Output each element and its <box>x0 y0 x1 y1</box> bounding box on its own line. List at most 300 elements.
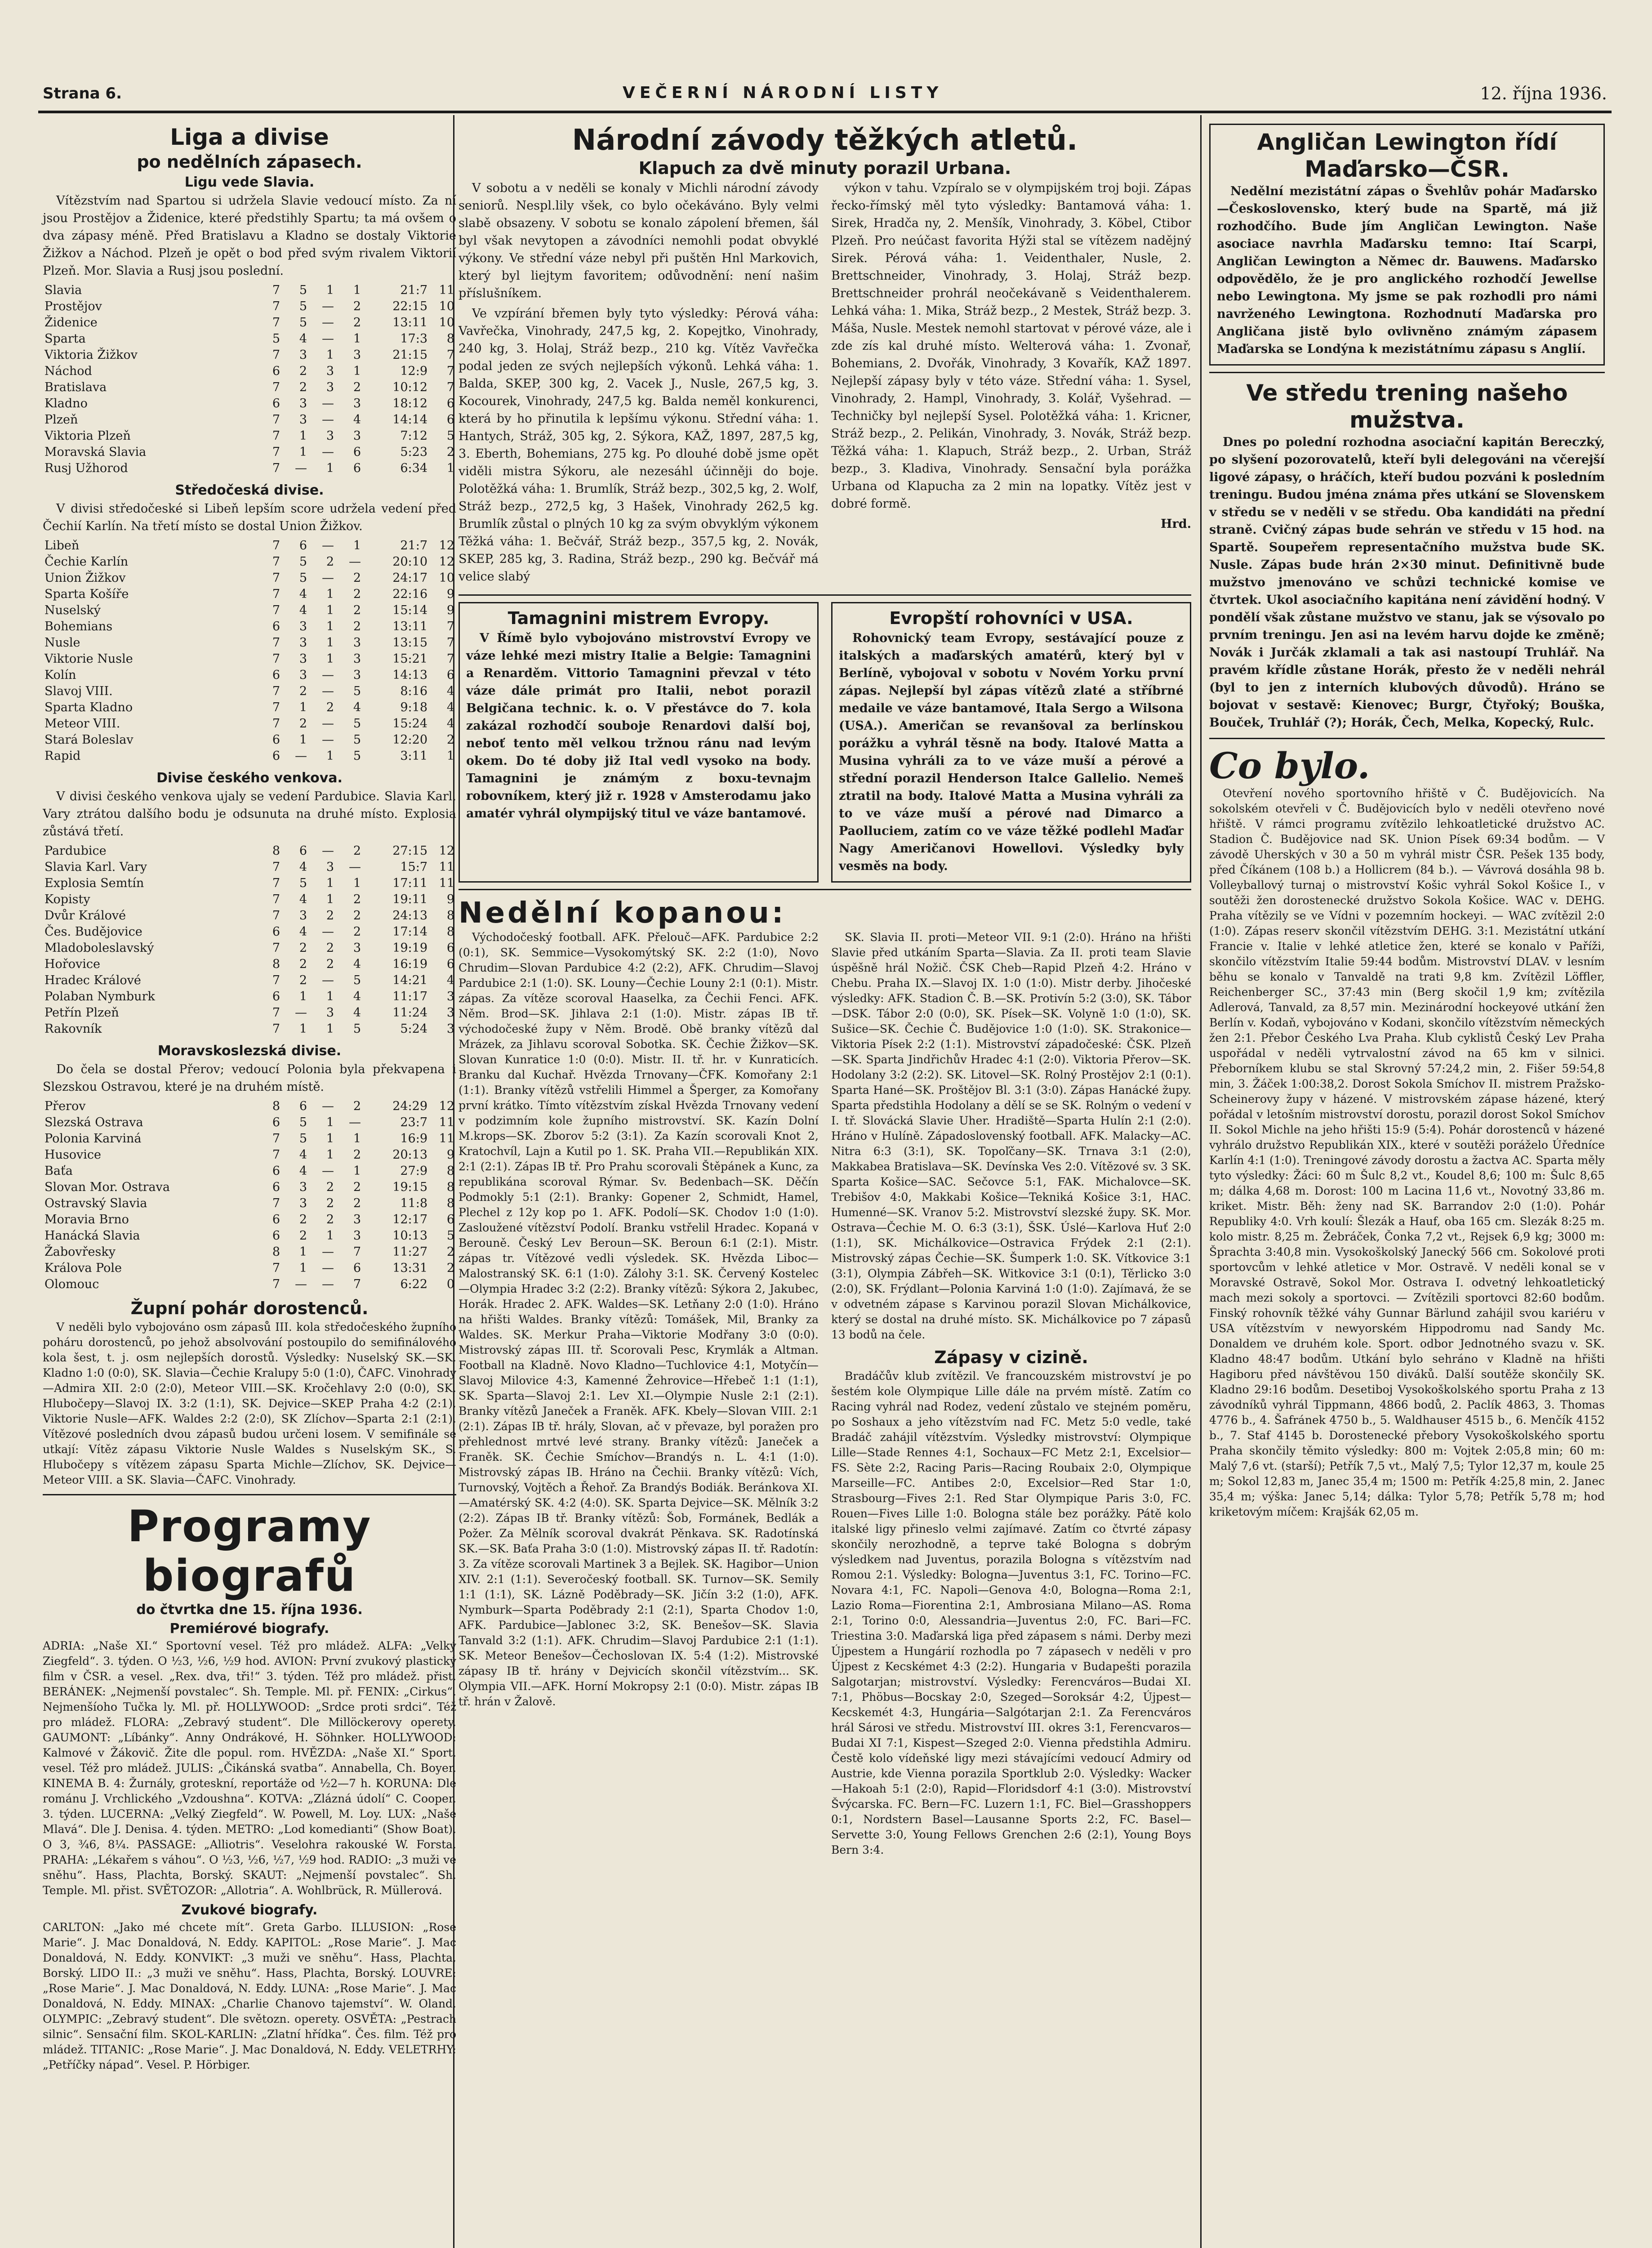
stat-cell: 5 <box>299 1132 307 1146</box>
stat-cell: 2 <box>353 299 361 313</box>
goal-score: 10:12 <box>392 380 427 394</box>
stat-cell: 7 <box>272 316 280 330</box>
goal-score: 11:24 <box>392 1006 427 1020</box>
stat-cell: — <box>295 461 307 475</box>
stat-cell: 5 <box>353 1022 361 1036</box>
stat-cell: 1 <box>299 445 307 459</box>
programy-date: do čtvrtka dne 15. října 1936. <box>136 1602 363 1618</box>
atleti-text-b: Ve vzpírání břemen byly tyto výsledky: Pérová váha: Vavřečka, Vinohrady, 247,5 kg, 2. Kopejtko, Vinohrady, 240 kg, 3. Holaj, Stráž bezp., 210 kg. Vítěz Vavřečka podal jeden ze svých nejlepších výkonů. Lehká váha: 1. Balda, SKEP, 300 kg, 2. Vacek J., Nusle, 267,5 kg, 3. Kocourek, Vinohrady, 247,5 kg. Balda neměl konkurenci, která by ho přinutila k lepšímu výkonu. Střední váha: 1. Hantych, Stráž, 305 kg, 2. Sýkora, KAŽ, 1897, 287,5 kg, 3. Eberth, Bohemians, 275 kg. Po dlouhé době jsme opět viděli mistra Sýkoru, ale nezesáhl účinněji do boje. Polotěžká váha: 1. Brumlík, Stráž bezp., 302,5 kg, 2. Wolf, Stráž bezp., 272,5 kg, 3 Hašek, Vinohrady 262,5 kg. Brumlík zůstal o plných 10 kg za svým obvyklým výkonem Těžká váha: 1. Bečvář, Stráž bezp., 357,5 kg, 2. Novák, SKEP, 285 kg, 3. Radina, Stráž bezp., 290 kg. Bečvář má velice slabý <box>459 307 819 584</box>
stat-cell: — <box>349 860 361 874</box>
ceska-table <box>43 843 456 1037</box>
stat-cell: — <box>322 1164 334 1178</box>
stat-cell: 6 <box>272 397 280 410</box>
stat-cell: — <box>322 539 334 553</box>
stat-cell: 6 <box>272 990 280 1004</box>
standings-row <box>43 412 456 428</box>
goal-score: 17:14 <box>392 925 427 939</box>
stat-cell: — <box>322 332 334 346</box>
stat-cell: 2 <box>326 909 334 923</box>
team-name: Stará Boleslav <box>45 733 134 747</box>
points: 10 <box>439 316 454 330</box>
stat-cell: 6 <box>299 1099 307 1113</box>
points: 2 <box>446 1261 454 1275</box>
stat-cell: 2 <box>326 700 334 714</box>
stat-cell: — <box>322 844 334 858</box>
stat-cell: 1 <box>353 539 361 553</box>
goal-score: 27:9 <box>400 1164 427 1178</box>
stat-cell: 7 <box>272 413 280 427</box>
zupni-text: V neděli bylo vybojováno osm zápasů III. kola středočeského župního poháru dorostenců, po jehož absolvování postoupilo do semifinálového kola šest, t. j. osm nejlepších dorostů. Výsledky: Nuselský SK.—SK. Kladno 1:0 (0:0), SK. Slavia—Čechie Kralupy 5:0 (1:0), ČAFC. Vinohrady—Admira XII. 2:0 (2:0), Meteor VIII.—SK. Kročehlavy 2:0 (0:0), SK. Hlubočepy—Slavoj IX. 3:2 (1:1), SK. Dejvice—SKEP Praha 4:2 (2:1), Viktorie Nusle—AFK. Waldes 2:2 (2:0), SK Zlíchov—Sparta 2:1 (2:1). Vítězové posledních dvou zápasů budou určeni losem. V semifinále se utkají: Vítěz zápasu Viktorie Nusle Waldes s Nuselským SK., S. Hlubočepy s vítězem zápasu Sparta Michle—Zlíchov, SK. Dejvice—Meteor VIII. a SK. Slavia—ČAFC. Vinohrady. <box>43 1320 456 1486</box>
goal-score: 20:10 <box>392 555 427 569</box>
standings-row <box>43 1115 456 1131</box>
stat-cell: 2 <box>299 717 307 731</box>
standings-row <box>43 908 456 924</box>
stat-cell: 1 <box>299 1022 307 1036</box>
atleti-text-a: V sobotu a v neděli se konaly v Michli národní závody seniorů. Nespl.lily všek, co bylo očekáváno. Byly velmi slabě obsazeny. V sobotu se konalo zápolení břemen, šál byl však nevytopen a závodníci nemohli podat obvyklé výkony. Ve střední váze nebyl při puštěn Hnl Markovich, který byl liejtym favoritem; odůvodnění: není našim příslušníkem. <box>459 181 819 300</box>
goal-score: 13:31 <box>392 1261 427 1275</box>
stat-cell: — <box>322 668 334 682</box>
goal-score: 13:11 <box>392 620 427 633</box>
stat-cell: — <box>295 1277 307 1291</box>
team-name: Hanácká Slavia <box>45 1229 140 1243</box>
points: 10 <box>439 571 454 585</box>
stat-cell: 7 <box>272 555 280 569</box>
stat-cell: 1 <box>326 1148 334 1162</box>
stat-cell: 1 <box>326 892 334 906</box>
stat-cell: 2 <box>353 380 361 394</box>
team-name: Bratislava <box>45 380 107 394</box>
stat-cell: 4 <box>299 587 307 601</box>
ciziny-text: Bradáčův klub zvítězil. Ve francouzském mistrovství je po šestém kole Olympique Lille dále na prvém místě. Zatím co Racing vyhrál nad Rodez, vedení zůstalo ve stejném poměru, po Soshaux a jeho vítězstvím nad FC. Metz 5:0 vedle, také Bradáč zahájil vítězstvím. Výsledky mistrovství: Olympique Lille—Stade Rennes 4:1, Sochaux—FC Metz 2:1, Excelsior—FS. Sète 2:2, Racing Paris—Racing Roubaix 2:0, Olympique Marseille—FC. Antibes 2:0, Excelsior—Red Star 1:0, Strasbourg—Fives 2:1. Red Star Olympique Paris 3:0, FC. Rouen—Fives Lille 1:0. Bologna stále bez porážky. Pátě kolo italské ligy přineslo velmi zajímavé. Zatím co čtvrté zápasy skončily nerozhodně, a teprve také Bologna s dobrým výsledkem nad Juventus, porazila Bologna s vítězstvím nad Romou 2:1. Výsledky: Bologna—Juventus 3:1, FC. Torino—FC. Novara 4:1, FC. Napoli—Genova 4:0, Bologna—Roma 2:1, Lazio Roma—Fiorentina 2:1, Ambrosiana Milano—AS. Roma 2:1, Torino 0:0, Alessandria—Juventus 2:0, FC. Bari—FC. Triestina 3:0. Maďarská liga před zápasem s námi. Derby mezi Újpestem a Hungárií rozhodla po 7 zápasech v neděli v pro Újpest z Kecskémet 4:3 (2:2). Hungaria v Budapešti porazila Salgotarjan; mistrovství. Výsledky: Ferencváros—Budai XI. 7:1, Phöbus—Bocskay 2:0, Szeged—Soroksár 4:2, Újpest—Kecskemét 4:3, Hungária—Salgótarjan 2:1. Za Ferencváros hrál Sárosi ve středu. Mistrovství III. okres 3:1, Ferencvaros—Budai XI 7:1, Kispest—Szeged 2:0. Vienna předstihla Admiru. Čestě kolo vídeňské ligy mezi stávajícími vedoucí Admiry od Austrie, kde Vienna porazila Sportklub 2:0. Výsledky: Wacker—Hakoah 5:1 (2:0), Rapid—Floridsdorf 4:1 (3:0). Mistrovství Švýcarska. FC. Bern—FC. Luzern 1:1, FC. Biel—Grasshoppers 0:1, Nordstern Basel—Lausanne Sports 2:2, FC. Basel—Servette 3:0, Young Fellows Grenchen 2:6 (2:1), Young Boys Bern 3:4. <box>831 1369 1191 1856</box>
morav-table <box>43 1098 456 1293</box>
standings-row <box>43 1021 456 1037</box>
goal-score: 3:11 <box>400 749 427 763</box>
stat-cell: 7 <box>272 1196 280 1210</box>
goal-score: 17:11 <box>392 876 427 890</box>
team-name: Žabovřesky <box>45 1245 116 1259</box>
stat-cell: 3 <box>353 397 361 410</box>
points: 8 <box>446 1164 454 1178</box>
team-name: Sparta Košíře <box>45 587 129 601</box>
standings-row <box>43 972 456 989</box>
team-name: Králova Pole <box>45 1261 122 1275</box>
stat-cell: 3 <box>326 429 334 443</box>
team-name: Petřín Plzeň <box>45 1006 119 1020</box>
stat-cell: 7 <box>272 700 280 714</box>
anglican-box <box>1209 124 1605 366</box>
team-name: Viktoria Žižkov <box>45 348 138 362</box>
stat-cell: 7 <box>272 892 280 906</box>
standings-row <box>43 924 456 940</box>
tamagnini-title: Tamagnini mistrem Evropy. <box>508 608 770 628</box>
stat-cell: — <box>322 299 334 313</box>
ciziny-title: Zápasy v cizině. <box>934 1347 1088 1367</box>
stat-cell: 6 <box>272 1213 280 1227</box>
goal-score: 21:7 <box>400 283 427 297</box>
stat-cell: 2 <box>299 941 307 955</box>
standings-row <box>43 1212 456 1228</box>
stat-cell: 1 <box>326 1132 334 1146</box>
stat-cell: 2 <box>353 620 361 633</box>
stat-cell: 2 <box>299 380 307 394</box>
standings-row <box>43 379 456 396</box>
standings-row <box>43 875 456 892</box>
stat-cell: — <box>322 1245 334 1259</box>
stat-cell: 5 <box>299 316 307 330</box>
goal-score: 12:20 <box>392 733 427 747</box>
standings-row <box>43 732 456 748</box>
stat-cell: 2 <box>299 957 307 971</box>
stredoceska-title: Středočeská divise. <box>175 482 324 498</box>
standings-row <box>43 989 456 1005</box>
points: 8 <box>446 909 454 923</box>
standings-row <box>43 635 456 651</box>
column-divider <box>1200 115 1202 2248</box>
standings-row <box>43 619 456 635</box>
team-name: Nusle <box>45 636 80 650</box>
stat-cell: 7 <box>272 1022 280 1036</box>
standings-row <box>43 428 456 444</box>
stat-cell: 5 <box>353 684 361 698</box>
stat-cell: 4 <box>299 1148 307 1162</box>
stat-cell: 3 <box>353 1213 361 1227</box>
team-name: Čes. Budějovice <box>45 925 142 939</box>
stat-cell: 2 <box>353 892 361 906</box>
points: 9 <box>446 892 454 906</box>
stat-cell: 5 <box>299 571 307 585</box>
stat-cell: 7 <box>272 571 280 585</box>
goal-score: 15:14 <box>392 603 427 617</box>
liga-title: Liga a divise <box>170 124 329 150</box>
standings-row <box>43 859 456 875</box>
goal-score: 24:29 <box>392 1099 427 1113</box>
stat-cell: 7 <box>353 1245 361 1259</box>
points: 0 <box>446 1277 454 1291</box>
stat-cell: — <box>322 973 334 987</box>
stat-cell: 3 <box>299 636 307 650</box>
stat-cell: 1 <box>299 990 307 1004</box>
atleti-subtitle: Klapuch za dvě minuty porazil Urbana. <box>638 158 1011 178</box>
rohovnici-box <box>831 602 1191 883</box>
stat-cell: 1 <box>326 1022 334 1036</box>
stat-cell: 1 <box>353 1132 361 1146</box>
stat-cell: — <box>322 684 334 698</box>
stat-cell: 3 <box>353 941 361 955</box>
stat-cell: 5 <box>353 717 361 731</box>
team-name: Olomouc <box>45 1277 99 1291</box>
goal-score: 6:34 <box>400 461 427 475</box>
points: 4 <box>446 700 454 714</box>
stat-cell: 4 <box>353 700 361 714</box>
stat-cell: — <box>349 1115 361 1129</box>
standings-row <box>43 700 456 716</box>
team-name: Hořovice <box>45 957 100 971</box>
trening-title: Ve středu trening našeho mužstva. <box>1246 380 1568 433</box>
stat-cell: 5 <box>299 283 307 297</box>
stat-cell: 7 <box>272 973 280 987</box>
goal-score: 15:21 <box>392 652 427 666</box>
stat-cell: 2 <box>299 973 307 987</box>
zupni-title: Župní pohár dorostenců. <box>130 1298 369 1318</box>
team-name: Kladno <box>45 397 88 410</box>
stat-cell: — <box>322 445 334 459</box>
stat-cell: 3 <box>326 860 334 874</box>
stat-cell: 7 <box>272 684 280 698</box>
issue-date: 12. října 1936. <box>1480 84 1607 103</box>
goal-score: 8:16 <box>400 684 427 698</box>
points: 8 <box>446 332 454 346</box>
team-name: Čechie Karlín <box>45 555 129 569</box>
page-number: Strana 6. <box>43 85 122 103</box>
stat-cell: 6 <box>272 1180 280 1194</box>
stat-cell: 1 <box>353 876 361 890</box>
points: 6 <box>446 413 454 427</box>
stat-cell: 7 <box>272 380 280 394</box>
stat-cell: 5 <box>299 1115 307 1129</box>
points: 7 <box>446 620 454 633</box>
stat-cell: 2 <box>353 1099 361 1113</box>
points: 11 <box>439 1115 454 1129</box>
stat-cell: 7 <box>272 1148 280 1162</box>
team-name: Ostravský Slavia <box>45 1196 147 1210</box>
goal-score: 20:13 <box>392 1148 427 1162</box>
stat-cell: 1 <box>299 700 307 714</box>
stat-cell: 2 <box>299 1229 307 1243</box>
points: 7 <box>446 636 454 650</box>
goal-score: 23:7 <box>400 1115 427 1129</box>
stat-cell: 3 <box>326 364 334 378</box>
standings-row <box>43 602 456 619</box>
standings-row <box>43 331 456 347</box>
points: 9 <box>446 587 454 601</box>
points: 6 <box>446 397 454 410</box>
stat-cell: 2 <box>326 1196 334 1210</box>
stat-cell: 1 <box>326 990 334 1004</box>
stat-cell: — <box>322 397 334 410</box>
goal-score: 11:27 <box>392 1245 427 1259</box>
anglican-text: Nedělní mezistátní zápas o Švehlův pohár Maďarsko—Československo, který bude na Spartě, má již rozhodčího. Bude jím Angličan Lewington. Naše asociace navrhla Maďarsku temno: Itaí Scarpi, Angličan Lewington a Němec dr. Bauwens. Maďarsko odpovědělo, že je pro anglického rozhodčí Jewellse nebo Lewingtona. My jsme se pak rozhodli pro námi navrženého Lewingtona. Rozhodnutí Maďarska pro Angličana jistě bylo ovlivněno známým zápasem Maďarska se Londýna k mezistátnímu zápasu s Anglií. <box>1217 184 1597 356</box>
goal-score: 15:7 <box>400 860 427 874</box>
team-name: Dvůr Králové <box>45 909 126 923</box>
atleti-body <box>459 179 1191 588</box>
stat-cell: 6 <box>272 1164 280 1178</box>
stat-cell: 2 <box>353 571 361 585</box>
stat-cell: 1 <box>326 587 334 601</box>
stat-cell: 2 <box>299 684 307 698</box>
points: 4 <box>446 973 454 987</box>
stat-cell: 1 <box>353 332 361 346</box>
points: 2 <box>446 733 454 747</box>
team-name: Kopisty <box>45 892 90 906</box>
stat-cell: 7 <box>272 1132 280 1146</box>
divider <box>459 594 1191 596</box>
points: 11 <box>439 283 454 297</box>
stat-cell: 1 <box>326 876 334 890</box>
standings-row <box>43 651 456 667</box>
stat-cell: 1 <box>326 283 334 297</box>
stat-cell: 2 <box>353 603 361 617</box>
stat-cell: — <box>322 717 334 731</box>
team-name: Polaban Nymburk <box>45 990 155 1004</box>
stat-cell: — <box>295 1006 307 1020</box>
anglican-title: Angličan Lewington řídí Maďarsko—ČSR. <box>1257 129 1557 182</box>
standings-row <box>43 396 456 412</box>
liga-lead: Ligu vede Slavia. <box>184 174 315 190</box>
points: 6 <box>446 668 454 682</box>
stredoceska-table <box>43 538 456 764</box>
stat-cell: 3 <box>299 909 307 923</box>
bylo-title: Co bylo. <box>1209 745 1370 787</box>
team-name: Viktoria Plzeň <box>45 429 131 443</box>
standings-row <box>43 1179 456 1195</box>
stat-cell: 1 <box>299 1261 307 1275</box>
stat-cell: 7 <box>272 283 280 297</box>
stat-cell: 7 <box>272 348 280 362</box>
standings-row <box>43 940 456 956</box>
stat-cell: 1 <box>326 1115 334 1129</box>
goal-score: 11:17 <box>392 990 427 1004</box>
stat-cell: 2 <box>326 1180 334 1194</box>
goal-score: 21:7 <box>400 539 427 553</box>
points: 3 <box>446 1022 454 1036</box>
points: 12 <box>439 555 454 569</box>
goal-score: 21:15 <box>392 348 427 362</box>
stat-cell: 2 <box>353 925 361 939</box>
stat-cell: 6 <box>272 925 280 939</box>
points: 12 <box>439 844 454 858</box>
points: 4 <box>446 684 454 698</box>
standings-row <box>43 570 456 586</box>
stat-cell: 3 <box>299 397 307 410</box>
stat-cell: 3 <box>299 1196 307 1210</box>
points: 7 <box>446 380 454 394</box>
stat-cell: 5 <box>353 733 361 747</box>
goal-score: 6:22 <box>400 1277 427 1291</box>
stat-cell: 6 <box>272 1229 280 1243</box>
stat-cell: 1 <box>299 733 307 747</box>
stat-cell: 7 <box>272 652 280 666</box>
team-name: Prostějov <box>45 299 102 313</box>
points: 7 <box>446 652 454 666</box>
stat-cell: 8 <box>272 957 280 971</box>
stat-cell: 7 <box>272 1277 280 1291</box>
stat-cell: — <box>322 925 334 939</box>
stat-cell: 1 <box>353 364 361 378</box>
stat-cell: 6 <box>272 668 280 682</box>
stat-cell: — <box>322 413 334 427</box>
points: 5 <box>446 1229 454 1243</box>
ceska-title: Divise českého venkova. <box>156 770 343 786</box>
divider <box>1209 372 1605 373</box>
standings-row <box>43 460 456 477</box>
stat-cell: 6 <box>272 733 280 747</box>
stat-cell: 7 <box>272 636 280 650</box>
stat-cell: 8 <box>272 1099 280 1113</box>
standings-row <box>43 554 456 570</box>
goal-score: 18:12 <box>392 397 427 410</box>
stat-cell: 2 <box>353 909 361 923</box>
column-left <box>43 124 456 2075</box>
stat-cell: 7 <box>272 539 280 553</box>
points: 1 <box>446 749 454 763</box>
team-name: Rapid <box>45 749 81 763</box>
standings-row <box>43 299 456 315</box>
stat-cell: 2 <box>353 1196 361 1210</box>
stat-cell: 2 <box>326 1213 334 1227</box>
liga-table <box>43 282 456 477</box>
team-name: Baťa <box>45 1164 73 1178</box>
stat-cell: 7 <box>272 717 280 731</box>
divider <box>1209 738 1605 739</box>
points: 11 <box>439 860 454 874</box>
stat-cell: 5 <box>299 299 307 313</box>
standings-row <box>43 347 456 363</box>
stat-cell: 7 <box>272 603 280 617</box>
team-name: Bohemians <box>45 620 113 633</box>
divider <box>459 889 1191 890</box>
newspaper-title: VEČERNÍ NÁRODNÍ LISTY <box>623 84 943 102</box>
signature: Hrd. <box>1160 517 1191 531</box>
morav-text: Do čela se dostal Přerov; vedoucí Polonia byla překvapena i Slezskou Ostravou, které je na druhém místě. <box>43 1062 456 1094</box>
stat-cell: 4 <box>299 925 307 939</box>
goal-score: 5:23 <box>400 445 427 459</box>
kopana-title: Nedělní kopanou: <box>459 897 786 930</box>
stat-cell: 1 <box>353 1164 361 1178</box>
team-name: Explosia Semtín <box>45 876 144 890</box>
stat-cell: 2 <box>353 1180 361 1194</box>
stat-cell: 1 <box>299 1245 307 1259</box>
liga-text: Vítězstvím nad Spartou si udržela Slavie vedoucí místo. Za ní jsou Prostějov a Židenice, které předstihly Spartu; ta má ovšem o dva zápasy méně. Před Bratislavu a Kladno se dostaly Viktorie Žižkov a Náchod. Plzeň je opět o bod před svým rivalem Viktorií Plzeň. Mor. Slavia a Rusj jsou poslední. <box>43 194 456 278</box>
goal-score: 27:15 <box>392 844 427 858</box>
stat-cell: 7 <box>272 860 280 874</box>
premierove-text: ADRIA: „Naše XI.“ Sportovní vesel. Též pro mládež. ALFA: „Velký Ziegfeld“. 3. týden. O ½3, ½6, ½9 hod. AVION: První zvukový plastický film v ČSR. a vesel. „Rex. dva, tři!“ 3. týden. Též pro mládež. přist. BERÁNEK: „Nejmenší povstalec“. Sh. Temple. Ml. př. FENIX: „Cirkus“. Nejmenšíoho Tučka ly. Ml. př. HOLLYWOOD: „Srdce proti srdci“. Též pro mládež. FLORA: „Zebravý student“. Dle Millöckerovy operety. GAUMONT: „Líbánky“. Anny Ondrákové, H. Söhnker. HOLLYWOOD: Kalmové v Žákovič. Žite dle popul. rom. HVĚZDA: „Naše XI.“ Sport. vesel. Též pro mládež. JULIS: „Čikánská svatba“. Annabella, Ch. Boyer. KINEMA B. 4: Žurnály, groteskní, reportáže od ½2—7 h. KORUNA: Dle románu J. Vrchlického „Vzdoushna“. KOTVA: „Zlázná údolí“ C. Cooper. 3. týden. LUCERNA: „Velký Ziegfeld“. W. Powell, M. Loy. LUX: „Naše Mlavá“. Dle J. Denisa. 4. týden. METRO: „Lod komedianti“ (Show Boat). O 3, ¾6, 8¼. PASSAGE: „Alliotris“. Veselohra rakouské W. Forsta. PRAHA: „Lékařem s váhou“. O ½3, ½6, ½7, ½9 hod. RADIO: „3 muži ve sněhu“. Hass, Plachta, Borský. SKAUT: „Nejmenší povstalec“. Sh. Temple. Ml. přist. SVĚTOZOR: „Allotria“. A. Wohlbrück, R. Müllerová. <box>43 1639 456 1897</box>
points: 10 <box>439 299 454 313</box>
atleti-text-c: výkon v tahu. Vzpíralo se v olympijském troj boji. Zápas řecko-římský měl tyto výsledky: Bantamová váha: 1. Sirek, Hradča ny, 2. Menšík, Vinohrady, 3. Köbel, Ctibor Plzeň. Pro neúčast favorita Hýži stal se vítězem nadějný Sirek. Pérová váha: 1. Veidenthaler, Nusle, 2. Brettschneider, Vinohrady, 3. Holaj, Stráž bezp. Brettschneider prohrál neočekávaně s Veidenthalerem. Lehká váha: 1. Mika, Stráž bezp., 2 Mestek, Stráž bezp. 3. Máša, Nusle. Mestek nemohl startovat v pérové váze, ale i zde zís kal druhé místo. Welterová váha: 1. Zvonař, Bohemians, 2. Dvořák, Vinohrady, 3 Kovařík, KAŽ 1897. Nejlepší zápasy byly v této váze. Střední váha: 1. Sysel, Vinohrady, 2. Hampl, Vinohrady, 3. Kolář, Vyšehrad. — Techničky byl nejlepší Sysel. Polotěžká váha: 1. Kricner, Stráž bezp., 2. Pelikán, Vinohrady, 3. Novák, Stráž bezp. Těžká váha: 1. Klapuch, Stráž bezp., 2. Urban, Stráž bezp., 3. Kladiva, Vinohrady. Sensační byla porážka Urbana od Klapucha za 2 min na lopatky. Vítěz jest v dobré formě. <box>831 181 1191 511</box>
kopana-left-text: Východočeský football. AFK. Přelouč—AFK. Pardubice 2:2 (0:1), SK. Semmice—Vysokomýtský SK. 2:2 (1:0), Novo Chrudim—Slovan Pardubice 4:2 (2:2), AFK. Chrudim—Slavoj Pardubice 2:1 (1:0). SK. Louny—Čechie Louny 2:1 (0:1). Mistr. zápas. Za vítěze scoroval Haaselka, za Čechii Fenci. AFK. Něm. Brod—SK. Jihlava 2:1 (1:0). Mistr. zápas IB tř. východočeské župy v Něm. Brodě. Obě branky vítězů dal Mrázek, za Jihlavu scoroval Sobotka. SK. Čechie Žižkov—SK. Slovan Kunratice 1:0 (0:0). Mistr. II. tř. hr. v Kunraticích. Branku dal Kuchař. Hvězda Trnovany—ČFK. Komořany 2:1 (1:1). Branky vítězů vstřelili Himmel a Šperger, za Komořany první krátko. Tímto vítězstvím získal Hvězda Trnovany vedení v podzimním kole župního mistrovství. SK. Kazín Dolní M.krops—SK. Zborov 5:2 (3:1). Za Kazín scorovali Knot 2, Kratochvíl, Lajn a Kutil po 1. SK. Praha VII.—Republikán XIX. 2:1 (2:1). Zápas IB tř. Pro Prahu scorovali Štěpánek a Kunc, za republikána scoroval Rýmar. Sv. Bedenbach—SK. Děčín Podmokly 5:1 (2:1). Branky: Gopener 2, Schmidt, Hamel, Plechel z 12y kop po 1. AFK. Podolí—SK. Chodov 1:0 (1:0). Zasloužené vítězství Podolí. Branku vstřelil Hradec. Kopaná v Berouně. Český Lev Beroun—SK. Beroun 6:1 (2:1). Mistr. zápas tr. Vítězové vedli výsledek. SK. Hvězda Liboc—Malostranský SK. 6:1 (1:0). Zálohy 3:1. SK. Červený Kostelec—Olympia Hradec 3:2 (2:2). Branky vítězů: Sýkora 2, Jakubec, Horák. Hradec 2. AFK. Waldes—SK. Letňany 2:0 (1:0). Hráno na hřišti Waldes. Branky vítězů: Tomášek, Mil, Branky za Waldes. SK. Merkur Praha—Viktorie Modřany 3:0 (0:0). Mistrovský zápas III. tř. Scorovali Pesc, Krymlák a Altman. Football na Kladně. Novo Kladno—Tuchlovice 4:1, Motyčín—Slavoj Milovice 4:3, Kamenné Žehrovice—Hřebeč 1:1 (1:1), SK. Sparta—Slavoj 2:1. Lev XI.—Olympie Nusle 2:1 (2:1). Branky vítězů Janeček a Franěk. AFK. Kbely—Slovan VIII. 2:1 (2:1). Zápas IB tř. hrály, Slovan, ač v převaze, byl poražen pro přehlednost mrtvé levé strany. Branky vítězů: Janeček a Franěk. SK. Čechie Smíchov—Brandýs n. L. 4:1 (1:0). Mistrovský zápas IB. Hráno na Čechii. Branky vítězů: Vích, Turnovský, Vojtěch a Řehoř. Za Brandýs Bodiák. Beránkova XI.—Amatérský SK. 4:2 (4:0). SK. Sparta Dejvice—SK. Mělník 3:2 (2:2). Zápas IB tř. Branky vítězů: Šob, Formánek, Bedlák a Požer. Za Mělník scoroval dvakrát Pěnkava. SK. Radotínská SK.—SK. Baťa Praha 3:0 (1:0). Mistrovský zápas II. tř. Radotín: 3. Za vítěze scorovali Martinek 3 a Bejlek. SK. Hagibor—Union XIV. 2:1 (1:1). Severočeský football. SK. Turnov—SK. Semily 1:1 (1:1), SK. Lázně Poděbrady—SK. Jičín 3:2 (1:0), AFK. Nymburk—Sparta Poděbrady 2:1 (2:1), Sparta Chodov 1:0, AFK. Pardubice—Jablonec 3:2, SK. Benešov—SK. Slavia Tanvald 3:2 (1:1). AFK. Chrudim—Slavoj Pardubice 2:1 (1:1). SK. Meteor Benešov—Čechoslovan IX. 5:4 (1:2). Mistrovské zápasy IB tř. hrány v Dejvicích skončil vítězstvím... SK. Olympia VII.—AFK. Horní Mokropsy 2:1 (0:0). Mistr. zápas IB tř. hrán v Žalově. <box>459 931 819 1708</box>
stat-cell: 1 <box>326 461 334 475</box>
stat-cell: — <box>322 1277 334 1291</box>
liga-subtitle: po nedělních zápasech. <box>137 152 362 172</box>
team-name: Slovan Mor. Ostrava <box>45 1180 170 1194</box>
tamagnini-box <box>459 602 819 883</box>
standings-row <box>43 1228 456 1244</box>
standings-row <box>43 1005 456 1021</box>
goal-score: 19:19 <box>392 941 427 955</box>
standings-row <box>43 282 456 299</box>
stat-cell: 3 <box>326 1006 334 1020</box>
standings-row <box>43 1131 456 1147</box>
stat-cell: 6 <box>353 445 361 459</box>
bylo-text: Otevření nového sportovního hřiště v Č. Budějovicích. Na sokolském otevřeli v Č. Budějovicích bylo v neděli otevřeno nové hřiště. V rámci programu zvítězilo lehkoatletické družstvo AC. Stadion Č. Budějovice nad SK. Union Písek 69:34 bodům. — V závodě Uherských v 30 a 50 m vyhrál mistr ČSR. Pešek 135 body, před Číkánem (108 b.) a Hollicrem (84 b.). — Vávrová dosáhla 98 b. Volleyballový turnaj o mistrovství Košic vyhrál Sokol Košice I., v soutěži žen dorostenecké družstvo Sokola Košice. WAC v. DEHG. Praha vítězily se ve Vídni v pozemním hockeyi. — WAC zvítězil 2:0 (1:0). Zápas reserv skončil vítězstvím DEHG. 3:1. Mezistátní utkání Francie v. Italie v lehké atletice žen, které se konalo v Paříži, skončilo vítězstvím Italie 59:44 bodům. Mistrovství DLAV. v lesním běhu se konalo v Tanvaldě na trati 9,8 km. Zvítězil Löffler, Reichenberger SC., 37:43 min (Berg skočil 1,9 km; zvítězila Adlerová, Tanvald, za 8,57 min. Mezinárodní hockeyové utkání žen Berlín v. Kodaň, vybojováno v Kodani, skončilo vítězstvím německých žen 2:1. Přebor Českého Lva Praha. Klub cyklistů Český Lev Praha uspořádal v neděli vytrvalostní závod na 65 km v silnici. Přeborníkem klubu se stal Skrovný 57:24,2 min, 2. Fišer 59:54,8 min, 3. Žáček 1:00:38,2. Dorost Sokola Smíchov II. mistrem Pražsko-Scheinerovy župy v házené. V mistrovském zápase házené, který pořádal v letošním mistrovství dorostu, porazil dorost Sokol Smíchov II. Sokol Michle na jeho hřišti 15:9 (5:4). Pohár dorostenců v házené vyhrálo družstvo Republikán XIX., které v soutěži poráželo Úředníce Karlín 4:1 (1:0). Treningové závody dorostu a žactva AC. Sparta měly tyto výsledky: Žáci: 60 m Šulc 8,2 vt., Koudel 8,6; 100 m: Šulc 8,65 m; dálka 4,68 m. Dorost: 100 m Lacina 11,6 vt., Novotný 33,86 m. kriket. Mistr. Běh: ženy nad SK. Barrandov 2:0 (1:0). Pohár Republiky 4:0. Vrh koulí: Šlezák a Hauf, oba 165 cm. Slezák 8:25 m. kolo mistr. 8,25 m. Žebráček, Čonka 7,2 vt., Rejsek 6,9 kg; 3000 m: Šprachta 3:40,8 min. Vysokoškolský Janecký 566 cm. Sokolové proti sportovcům v lehké atletice v Mor. Ostravě. V neděli konal se v Moravské Ostravě, Sokol Mor. Ostrava I. odvetný lehkoatletický mach mezi sokoly a sportovci. — Zvítězili sportovci 82:60 bodům. Finský rohovník těžké váhy Gunnar Bärlund zahájil svou kariéru v USA vítězstvím v newyorském Hippodromu nad Sandy Mc. Donaldem ve druhém kole. Sport. odbor Jednotného svazu v. SK. Kladno 48:47 bodům. Utkání bylo sehráno v Kladně na hřišti Hagiboru před návštěvou 150 diváků. Další soutěže skončily SK. Kladno 29:16 bodům. Desetiboj Vysokoškolského sportu Praha z 13 závodníků vyhrál Tippmann, 4866 bodů, 2. Paclík 4863, 3. Thomas 4776 b., 4. Šafránek 4750 b., 5. Waldhauser 4515 b., 6. Menčík 4152 b., 7. Staf 4145 b. Dorostenecké přebory Vysokoškolského sportu Praha skončily těmito výsledky: 800 m: Vojtek 2:05,8 min; 60 m: Malý 7,6 vt. (starší); Petřík 7,5 vt., Malý 7,5; Tylor 12,37 m, koule 25 m; Sokol 12,83 m, Janec 35,4 m; 1500 m: Petřík 4:25,8 min, 2. Janec 35,4 m; výška: Janec 5,14; dálka: Tylor 5,78; Petřík 5,78 m; hod kriketovým míčem: Krajšák 62,05 m. <box>1209 787 1605 1518</box>
goal-score: 22:16 <box>392 587 427 601</box>
stat-cell: 3 <box>299 620 307 633</box>
goal-score: 16:19 <box>392 957 427 971</box>
stat-cell: 5 <box>299 876 307 890</box>
standings-row <box>43 748 456 764</box>
standings-row <box>43 892 456 908</box>
column-middle <box>459 124 1191 1860</box>
stat-cell: — <box>322 571 334 585</box>
stat-cell: 6 <box>272 620 280 633</box>
team-name: Slavia <box>45 283 82 297</box>
team-name: Meteor VIII. <box>45 717 120 731</box>
stat-cell: 7 <box>272 941 280 955</box>
stat-cell: 3 <box>299 652 307 666</box>
programy-title: Programy biografů <box>127 1501 372 1601</box>
stat-cell: 5 <box>353 749 361 763</box>
stat-cell: 3 <box>353 636 361 650</box>
team-name: Viktorie Nusle <box>45 652 133 666</box>
